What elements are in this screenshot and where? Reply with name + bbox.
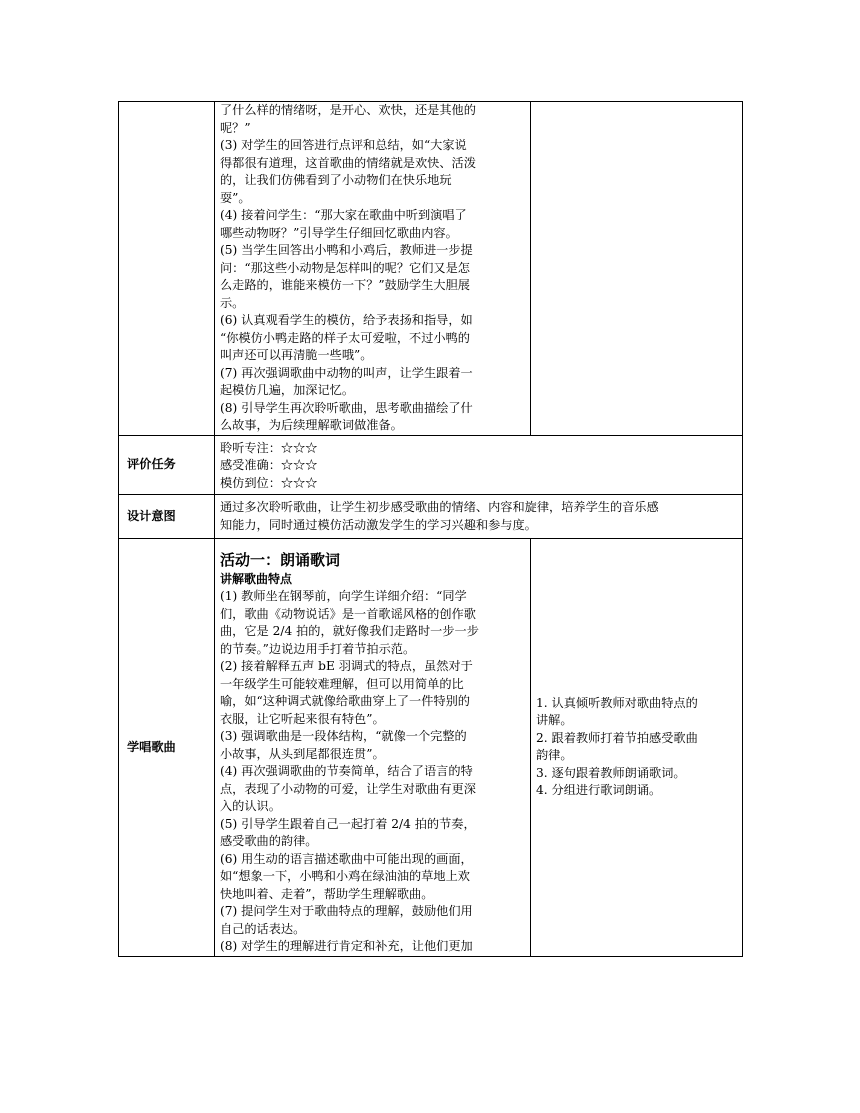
teacher-step-line: 入的认识。 xyxy=(220,799,281,813)
process-text-line: 问：“那这些小动物是怎样叫的呢？它们又是怎 xyxy=(220,260,470,275)
teacher-step-line: 喻，如“这种调式就像给歌曲穿上了一件特别的 xyxy=(220,694,470,708)
teacher-step-line: 自己的话表达。 xyxy=(220,921,306,936)
table-row-process-continued xyxy=(119,102,743,436)
student-step-line: 3. 逐句跟着教师朗诵歌词。 xyxy=(536,765,686,780)
evaluation-label: 评价任务 xyxy=(119,435,215,495)
process-text-line: 的，让我们仿佛看到了小动物们在快乐地玩 xyxy=(220,173,452,187)
design-intent-text: 通过多次聆听歌曲，让学生初步感受歌曲的情绪、内容和旋律，培养学生的音乐感 xyxy=(220,500,659,514)
design-label: 设计意图 xyxy=(119,495,215,539)
process-text-line: (7) 再次强调歌曲中动物的叫声，让学生跟着一 xyxy=(220,365,473,380)
teacher-step-line: (7) 提问学生对于歌曲特点的理解，鼓励他们用 xyxy=(220,904,473,918)
evaluation-item: 聆听专注：☆☆☆ xyxy=(220,440,318,455)
teacher-step-line: 曲，它是 2/4 拍的，就好像我们走路时一步一步 xyxy=(220,624,479,638)
teacher-step-line: (4) 再次强调歌曲的节奏简单，结合了语言的特 xyxy=(220,764,473,778)
singing-label: 学唱歌曲 xyxy=(119,539,215,957)
student-step-line: 2. 跟着教师打着节拍感受歌曲 xyxy=(536,730,698,745)
process-text-line: (6) 认真观看学生的模仿，给予表扬和指导，如 xyxy=(220,313,473,327)
teacher-step-line: 点，表现了小动物的可爱，让学生对歌曲有更深 xyxy=(220,781,476,796)
process-text-line: (8) 引导学生再次聆听歌曲，思考歌曲描绘了什 xyxy=(220,400,473,415)
student-step-line: 讲解。 xyxy=(536,713,573,728)
process-text-line: 么走路的，谁能来模仿一下？”鼓励学生大胆展 xyxy=(220,278,470,292)
teacher-step-line: (1) 教师坐在钢琴前，向学生详细介绍：“同学 xyxy=(220,589,467,603)
process-text-line: 起模仿几遍，加深记忆。 xyxy=(220,383,355,397)
evaluation-item: 模仿到位：☆☆☆ xyxy=(220,475,318,490)
teacher-step-line: 衣服，让它听起来很有特色”。 xyxy=(220,711,385,726)
student-activity-cell-empty xyxy=(531,102,743,436)
process-text-line: 示。 xyxy=(220,295,245,310)
teacher-step-line: 如“想象一下，小鸭和小鸡在绿油油的草地上欢 xyxy=(220,869,470,883)
process-text-line: 呢？” xyxy=(220,120,251,135)
table-row-evaluation xyxy=(119,435,743,495)
stage-label-empty xyxy=(119,102,215,436)
teacher-step-line: 的节奏。”边说边用手打着节拍示范。 xyxy=(220,641,416,656)
student-steps xyxy=(536,695,737,800)
table-row-singing xyxy=(119,539,743,957)
teacher-step-line: 们，歌曲《动物说话》是一首歌谣风格的创作歌 xyxy=(220,606,476,621)
teacher-step-line: (8) 对学生的理解进行肯定和补充，让他们更加 xyxy=(220,939,473,953)
student-step-line: 4. 分组进行歌词朗诵。 xyxy=(536,783,662,798)
teacher-step-line: (6) 用生动的语言描述歌曲中可能出现的画面， xyxy=(220,851,473,866)
process-text-line: 耍”。 xyxy=(220,190,251,205)
process-text-line: (5) 当学生回答出小鸭和小鸡后，教师进一步提 xyxy=(220,243,473,257)
teacher-process-cell xyxy=(215,102,531,436)
lesson-plan-table xyxy=(118,101,743,957)
teacher-step-line: 一年级学生可能较难理解，但可以用简单的比 xyxy=(220,676,464,691)
teacher-step-line: (5) 引导学生跟着自己一起打着 2/4 拍的节奏， xyxy=(220,816,476,831)
teacher-steps xyxy=(220,588,525,956)
student-step-line: 1. 认真倾听教师对歌曲特点的 xyxy=(536,695,698,710)
teacher-step-line: (2) 接着解释五声 bE 羽调式的特点，虽然对于 xyxy=(220,659,473,673)
table-row-design xyxy=(119,495,743,539)
teacher-step-line: (3) 强调歌曲是一段体结构，“就像一个完整的 xyxy=(220,729,467,743)
process-text-line: 哪些动物呀？”引导学生仔细回忆歌曲内容。 xyxy=(220,225,458,240)
process-text-line: (4) 接着问学生：“那大家在歌曲中听到演唱了 xyxy=(220,208,467,222)
teacher-step-line: 感受歌曲的韵律。 xyxy=(220,834,318,848)
activity-title: 活动一：朗诵歌词 xyxy=(220,551,341,569)
process-text-line: “你模仿小鸭走路的样子太可爱啦，不过小鸭的 xyxy=(220,330,470,345)
teacher-step-line: 快地叫着、走着”，帮助学生理解歌曲。 xyxy=(220,886,434,901)
singing-student-cell xyxy=(531,539,743,957)
design-intent-cell xyxy=(215,495,743,539)
singing-teacher-cell xyxy=(215,539,531,957)
teacher-step-line: 小故事，从头到尾都很连贯”。 xyxy=(220,746,385,761)
process-text-line: 得都很有道理，这首歌曲的情绪就是欢快、活泼 xyxy=(220,155,476,170)
design-intent-text: 知能力，同时通过模仿活动激发学生的学习兴趣和参与度。 xyxy=(220,517,537,532)
student-step-line: 韵律。 xyxy=(536,748,573,763)
evaluation-cell xyxy=(215,435,743,495)
evaluation-item: 感受准确：☆☆☆ xyxy=(220,458,318,472)
process-text-line: 叫声还可以再清脆一些哦”。 xyxy=(220,348,373,362)
process-text-line: 了什么样的情绪呀，是开心、欢快，还是其他的 xyxy=(220,103,476,117)
process-text-line: (3) 对学生的回答进行点评和总结，如“大家说 xyxy=(220,138,467,152)
activity-subtitle: 讲解歌曲特点 xyxy=(220,572,293,586)
process-text-line: 么故事，为后续理解歌词做准备。 xyxy=(220,418,403,432)
